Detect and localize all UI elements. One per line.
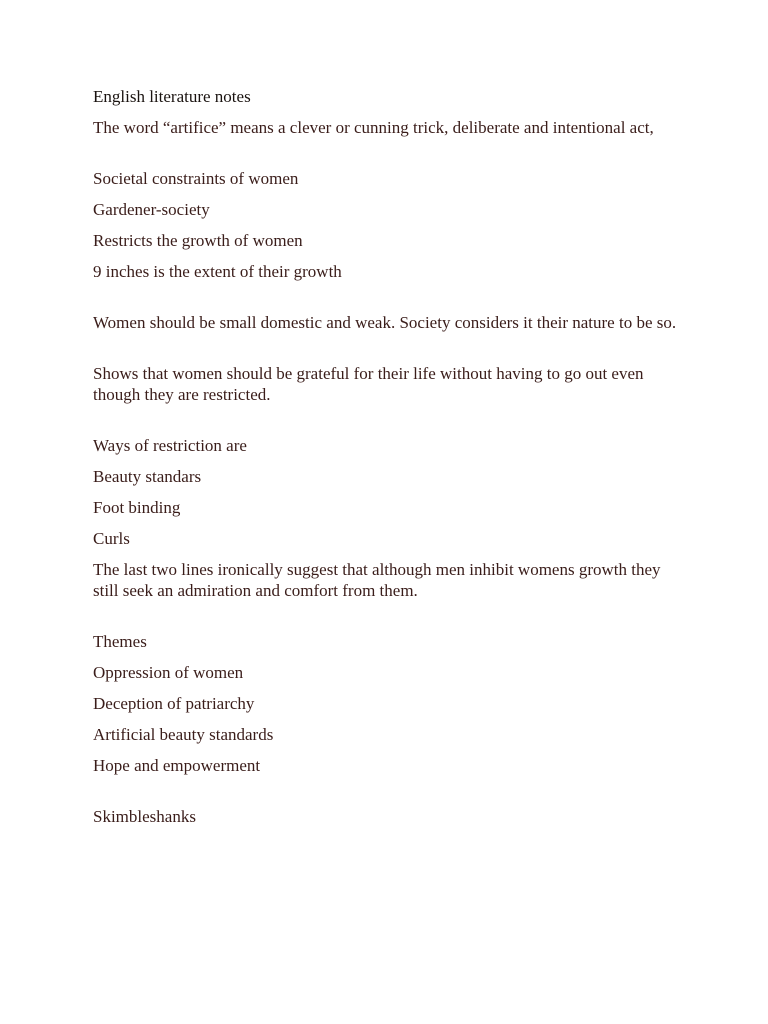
paragraph: Curls bbox=[93, 529, 130, 548]
paragraph-spacer bbox=[93, 611, 678, 631]
paragraph: Artificial beauty standards bbox=[93, 725, 274, 744]
paragraph-spacer bbox=[93, 148, 678, 168]
paragraph: The last two lines ironically suggest that although men inhibit womens growth they still seek an admiration and comfort from them. bbox=[93, 560, 661, 600]
paragraph-spacer bbox=[93, 343, 678, 363]
paragraph: Hope and empowerment bbox=[93, 756, 261, 775]
paragraph: 9 inches is the extent of their growth bbox=[93, 262, 342, 281]
paragraph: Women should be small domestic and weak. Society considers it their nature to be so. bbox=[93, 313, 677, 332]
paragraph: The word “artifice” means a clever or cunning trick, deliberate and intentional act, bbox=[93, 118, 654, 137]
paragraph: Deception of patriarchy bbox=[93, 694, 255, 713]
paragraph: Shows that women should be grateful for their life without having to go out even though they are restricted. bbox=[93, 364, 644, 404]
paragraph: Oppression of women bbox=[93, 663, 244, 682]
document-page bbox=[93, 86, 678, 837]
paragraph: Themes bbox=[93, 632, 147, 651]
paragraph: Beauty standars bbox=[93, 467, 202, 486]
paragraph: Restricts the growth of women bbox=[93, 231, 303, 250]
paragraph-spacer bbox=[93, 415, 678, 435]
paragraph: Ways of restriction are bbox=[93, 436, 247, 455]
paragraph: Foot binding bbox=[93, 498, 181, 517]
paragraph-spacer bbox=[93, 786, 678, 806]
paragraph-spacer bbox=[93, 292, 678, 312]
document-title: English literature notes bbox=[93, 87, 251, 106]
document-body bbox=[93, 117, 678, 827]
paragraph: Skimbleshanks bbox=[93, 807, 196, 826]
paragraph: Gardener-society bbox=[93, 200, 210, 219]
paragraph: Societal constraints of women bbox=[93, 169, 299, 188]
